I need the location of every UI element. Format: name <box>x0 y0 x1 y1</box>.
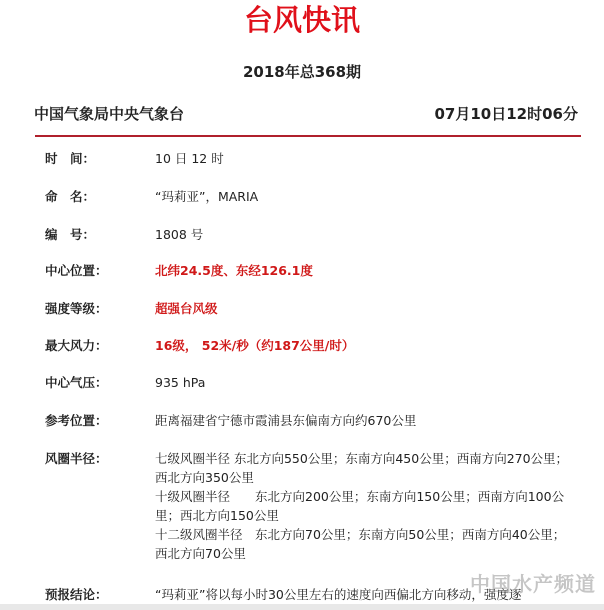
issue-number: 2018年总368期 <box>242 63 362 81</box>
field-label: 编 号： <box>45 227 96 242</box>
field-label: 命 名： <box>45 189 96 204</box>
field-label: 预报结论： <box>45 587 108 602</box>
wind-radius-line: 十二级风圈半径 东北方向70公里；东南方向50公里；西南方向40公里；西北方向70公里 <box>155 527 566 561</box>
agency-name: 中国气象局中央气象台 <box>34 105 185 123</box>
field-value: 10 日 12 时 <box>155 151 224 166</box>
field-label: 中心位置： <box>45 263 108 278</box>
watermark-logo: 中国水产频道 <box>470 572 596 596</box>
field-value <box>155 449 575 563</box>
page-title: 台风快讯 <box>243 3 360 37</box>
field-label: 时 间： <box>45 151 96 166</box>
wind-radius-line: 十级风圈半径 东北方向200公里；东南方向150公里；西南方向100公里；西北方向150公里 <box>155 489 565 523</box>
field-value: “玛莉亚”将以每小时30公里左右的速度向西偏北方向移动，强度逐 <box>155 587 522 602</box>
bottom-bar <box>0 604 604 610</box>
field-value: 超强台风级 <box>155 301 218 316</box>
field-value: “玛莉亚”，MARIA <box>155 189 259 204</box>
field-value: 北纬24.5度、东经126.1度 <box>155 263 313 278</box>
field-label: 参考位置： <box>45 413 108 428</box>
publish-time: 07月10日12时06分 <box>434 105 578 123</box>
field-label: 强度等级： <box>45 301 108 316</box>
field-label: 中心气压： <box>45 375 108 390</box>
field-value: 1808 号 <box>155 227 204 242</box>
field-value: 距离福建省宁德市霞浦县东偏南方向约670公里 <box>155 413 417 428</box>
field-label: 最大风力： <box>45 338 108 353</box>
field-value: 16级， 52米/秒（约187公里/时） <box>155 338 355 353</box>
field-label: 风圈半径： <box>45 451 108 466</box>
divider <box>35 135 581 137</box>
field-value: 935 hPa <box>155 375 206 390</box>
wind-radius-line: 七级风圈半径 东北方向550公里；东南方向450公里；西南方向270公里；西北方向350公里 <box>155 451 569 485</box>
